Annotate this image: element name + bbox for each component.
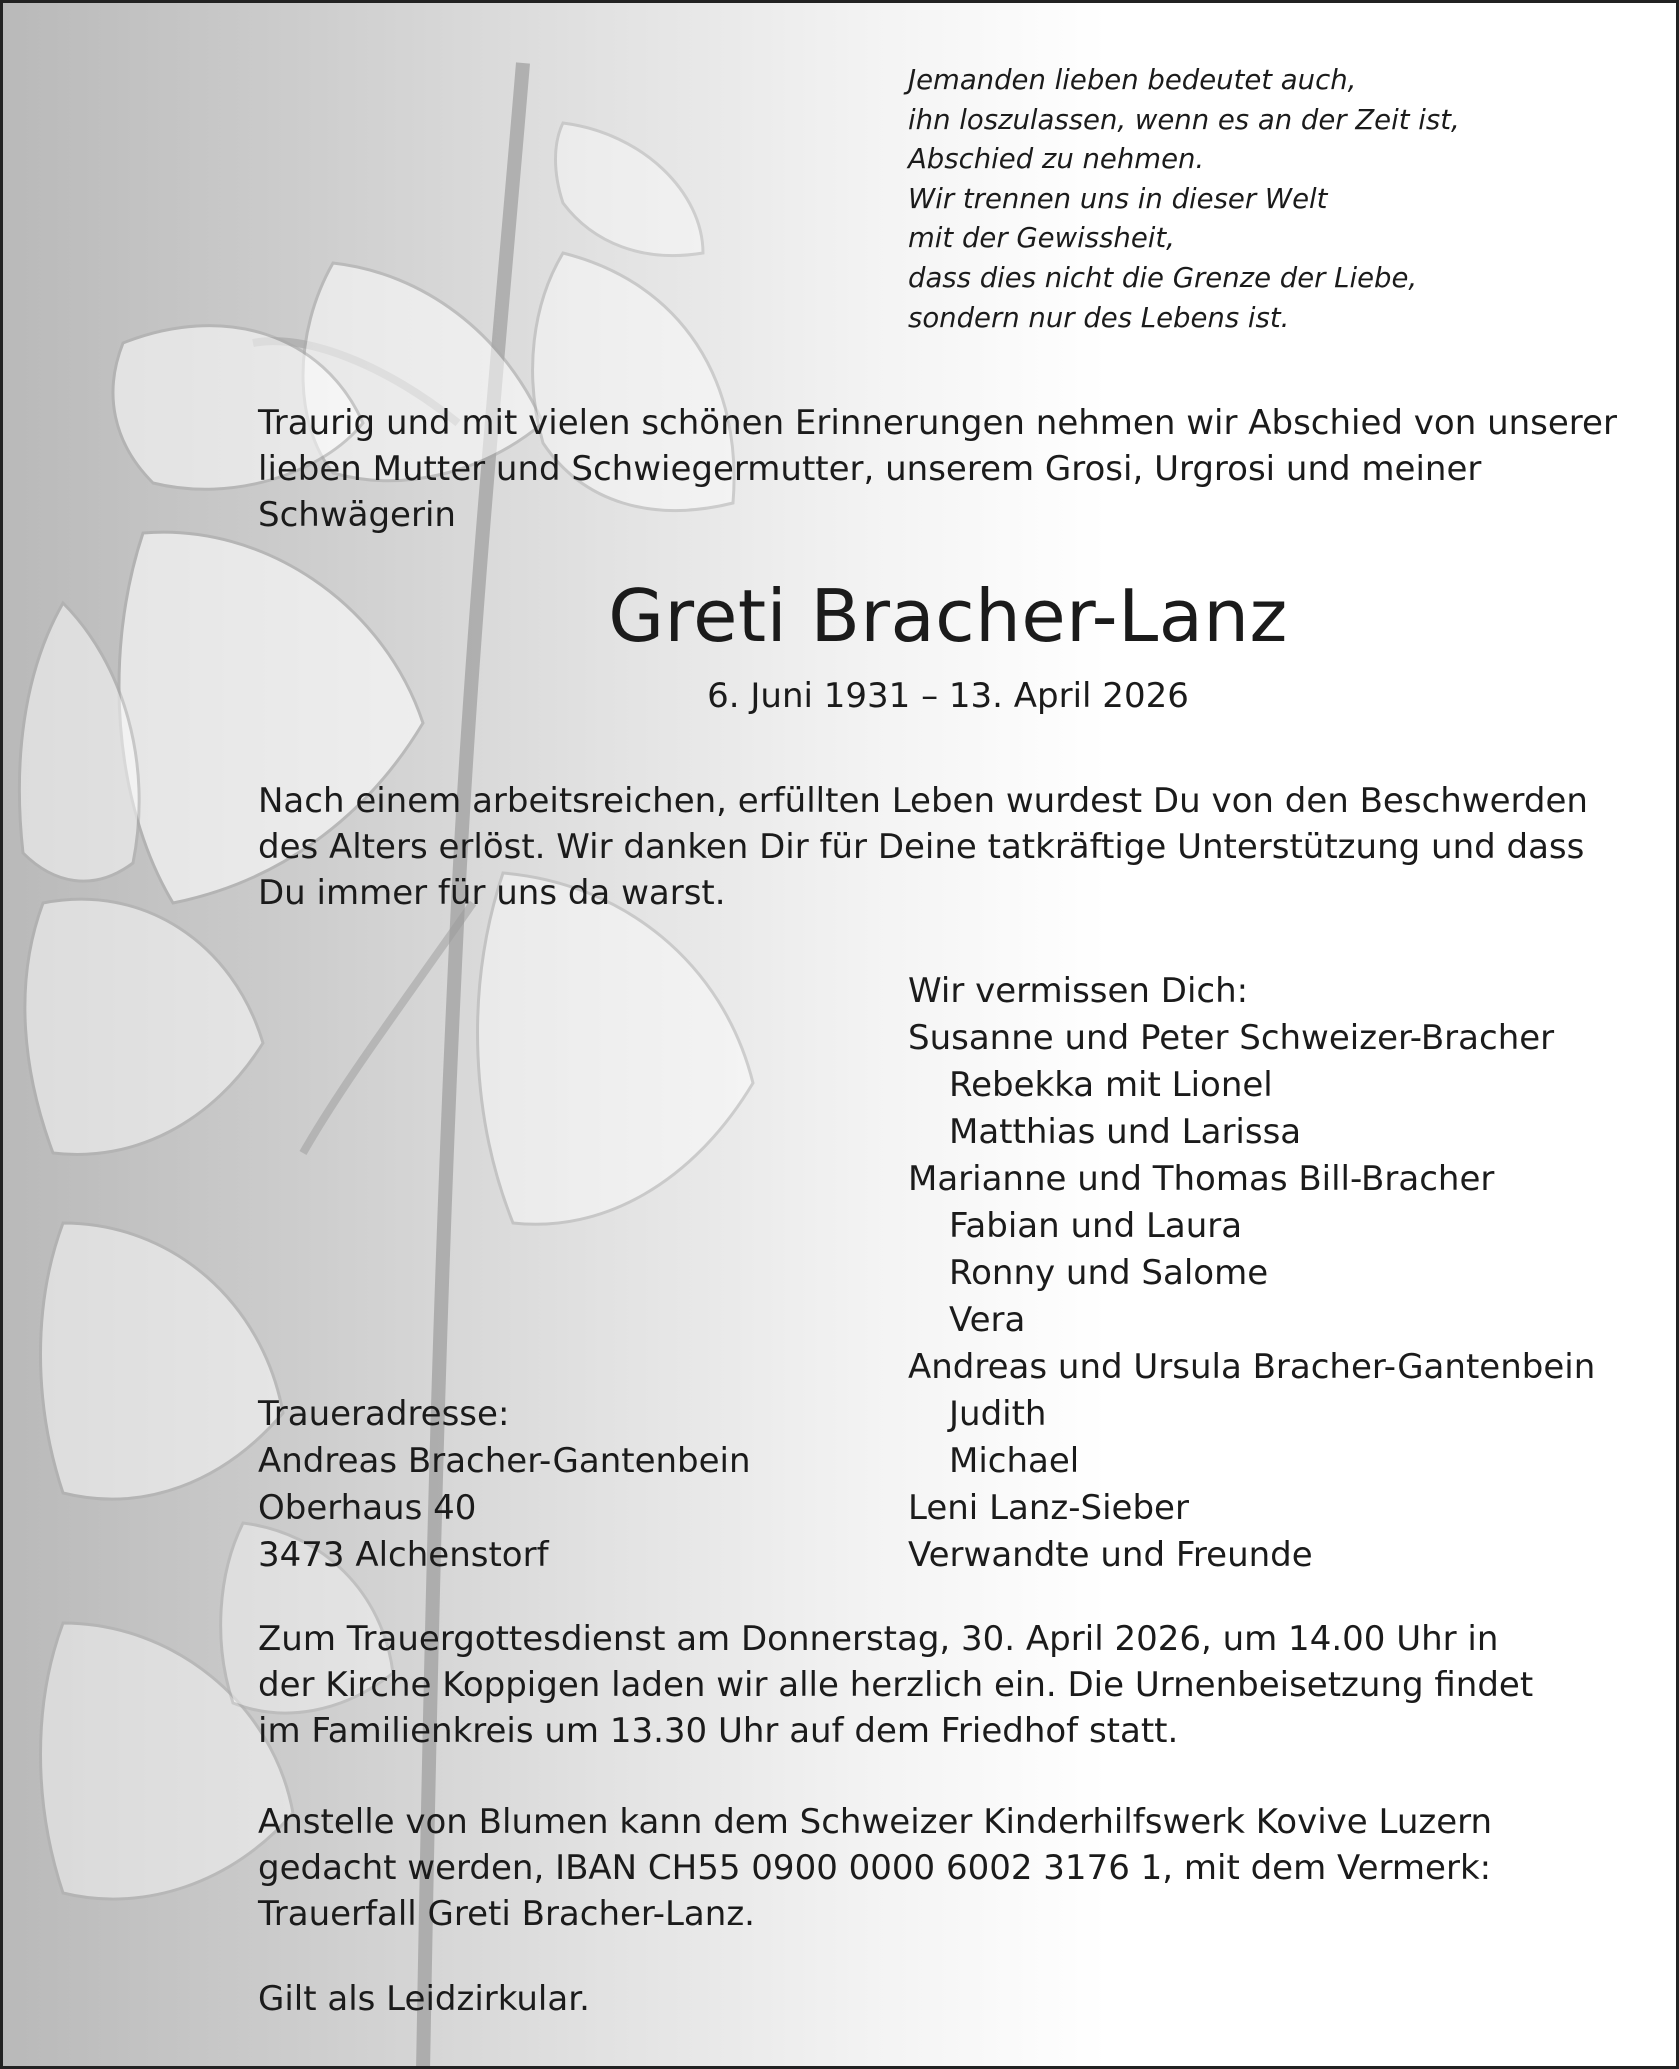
- poem-line: Wir trennen uns in dieser Welt: [908, 182, 1328, 215]
- family-member: Leni Lanz-Sieber: [908, 1488, 1189, 1528]
- family-list: [908, 968, 1648, 1579]
- intro-paragraph: [258, 400, 1638, 538]
- service-line: im Familienkreis um 13.30 Uhr auf dem Friedhof statt.: [258, 1711, 1179, 1751]
- family-member: Judith: [949, 1394, 1047, 1434]
- address-name: Andreas Bracher-Gantenbein: [258, 1441, 751, 1481]
- service-line: der Kirche Koppigen laden wir alle herzlich ein. Die Urnenbeisetzung findet: [258, 1665, 1534, 1705]
- intro-line: Schwägerin: [258, 495, 456, 535]
- donation-line: Anstelle von Blumen kann dem Schweizer Kinderhilfswerk Kovive Luzern: [258, 1802, 1493, 1842]
- family-heading: Wir vermissen Dich:: [908, 971, 1249, 1011]
- family-member: Marianne und Thomas Bill-Bracher: [908, 1159, 1495, 1199]
- donation-line: Trauerfall Greti Bracher-Lanz.: [258, 1894, 755, 1934]
- closing-note: Gilt als Leidzirkular.: [258, 1979, 590, 2019]
- life-dates: 6. Juni 1931 – 13. April 2026: [707, 676, 1189, 716]
- message-paragraph: [258, 778, 1638, 916]
- address-street: Oberhaus 40: [258, 1488, 477, 1528]
- poem-line: sondern nur des Lebens ist.: [908, 301, 1290, 334]
- message-line: Nach einem arbeitsreichen, erfüllten Leben wurdest Du von den Beschwerden: [258, 781, 1588, 821]
- mourning-address: [258, 1391, 858, 1579]
- deceased-name: Greti Bracher-Lanz: [608, 574, 1288, 658]
- family-member: Verwandte und Freunde: [908, 1535, 1313, 1575]
- poem-line: mit der Gewissheit,: [908, 222, 1175, 255]
- memorial-poem: [908, 61, 1648, 338]
- family-member: Rebekka mit Lionel: [949, 1065, 1273, 1105]
- family-member: Andreas und Ursula Bracher-Gantenbein: [908, 1347, 1596, 1387]
- address-city: 3473 Alchenstorf: [258, 1535, 549, 1575]
- intro-line: lieben Mutter und Schwiegermutter, unserem Grosi, Urgrosi und meiner: [258, 449, 1482, 489]
- message-line: des Alters erlöst. Wir danken Dir für Deine tatkräftige Unterstützung und dass: [258, 827, 1585, 867]
- donation-paragraph: [258, 1799, 1638, 1937]
- service-line: Zum Trauergottesdienst am Donnerstag, 30. April 2026, um 14.00 Uhr in: [258, 1619, 1499, 1659]
- family-member: Fabian und Laura: [949, 1206, 1243, 1246]
- address-label: Traueradresse:: [258, 1394, 510, 1434]
- poem-line: Jemanden lieben bedeutet auch,: [908, 64, 1357, 96]
- poem-line: ihn loszulassen, wenn es an der Zeit ist,: [908, 103, 1460, 136]
- donation-line: gedacht werden, IBAN CH55 0900 0000 6002 3176 1, mit dem Vermerk:: [258, 1848, 1492, 1888]
- family-member: Matthias und Larissa: [949, 1112, 1302, 1152]
- family-member: Michael: [949, 1441, 1080, 1481]
- intro-line: Traurig und mit vielen schönen Erinnerungen nehmen wir Abschied von unserer: [258, 403, 1617, 443]
- poem-line: Abschied zu nehmen.: [908, 143, 1205, 176]
- poem-line: dass dies nicht die Grenze der Liebe,: [908, 261, 1418, 294]
- family-member: Ronny und Salome: [949, 1253, 1269, 1293]
- service-paragraph: [258, 1616, 1638, 1754]
- message-line: Du immer für uns da warst.: [258, 873, 726, 913]
- family-member: Vera: [949, 1300, 1026, 1340]
- family-member: Susanne und Peter Schweizer-Bracher: [908, 1018, 1555, 1058]
